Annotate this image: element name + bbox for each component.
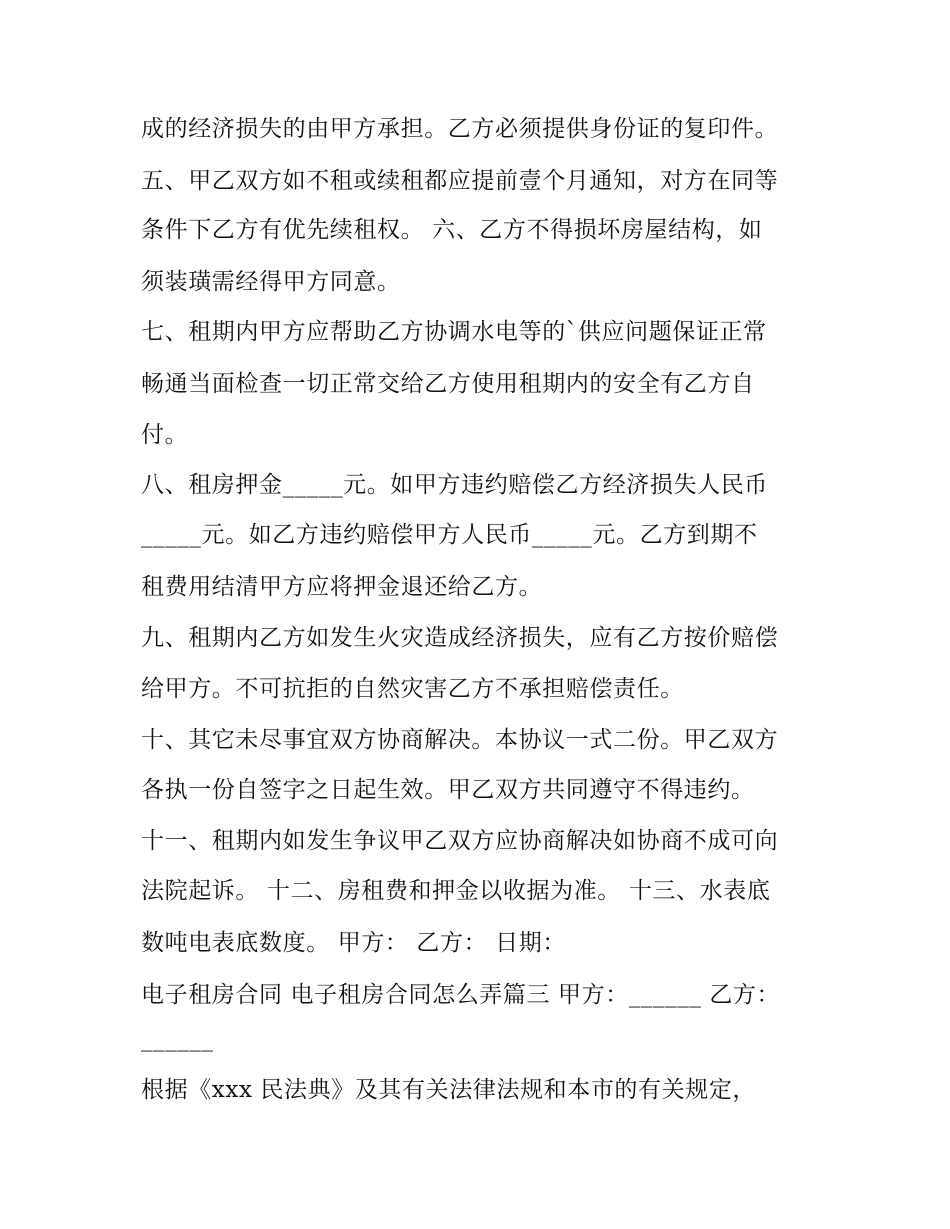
text-line: 七、租期内甲方应帮助乙方协调水电等的`供应问题保证正常 bbox=[141, 319, 767, 345]
text-line: ______ bbox=[141, 1026, 214, 1052]
text-line: 八、租房押金_____元。如甲方违约赔偿乙方经济损失人民币 bbox=[141, 472, 768, 498]
text-line: 租费用结清甲方应将押金退还给乙方。 bbox=[141, 574, 543, 600]
text-line: 电子租房合同 电子租房合同怎么弄篇三 甲方：______ 乙方： bbox=[141, 982, 781, 1008]
text-line: 条件下乙方有优先续租权。 六、乙方不得损坏房屋结构，如 bbox=[141, 217, 763, 243]
text-line: 给甲方。不可抗拒的自然灾害乙方不承担赔偿责任。 bbox=[141, 676, 684, 702]
text-line: 成的经济损失的由甲方承担。乙方必须提供身份证的复印件。 bbox=[141, 116, 779, 142]
text-line: 付。 bbox=[141, 422, 189, 448]
text-line: 各执一份自签字之日起生效。甲乙双方共同遵守不得违约。 bbox=[141, 777, 755, 803]
text-line: 五、甲乙双方如不租或续租都应提前壹个月通知，对方在同等 bbox=[141, 168, 779, 194]
text-line: 畅通当面检查一切正常交给乙方使用租期内的安全有乙方自 bbox=[141, 371, 755, 397]
text-line: _____元。如乙方违约赔偿甲方人民币_____元。乙方到期不 bbox=[141, 522, 758, 548]
text-line: 须装璜需经得甲方同意。 bbox=[141, 269, 401, 295]
text-line: 九、租期内乙方如发生火灾造成经济损失，应有乙方按价赔偿 bbox=[141, 625, 779, 651]
text-line: 十、其它未尽事宜双方协商解决。本协议一式二份。甲乙双方 bbox=[141, 727, 779, 753]
text-line: 根据《xxx 民法典》及其有关法律法规和本市的有关规定， bbox=[141, 1077, 757, 1103]
text-line: 法院起诉。 十二、房租费和押金以收据为准。 十三、水表底 bbox=[141, 878, 771, 904]
text-line: 十一、租期内如发生争议甲乙双方应协商解决如协商不成可向 bbox=[141, 828, 779, 854]
text-line: 数吨电表底数度。 甲方： 乙方： 日期： bbox=[141, 930, 566, 956]
